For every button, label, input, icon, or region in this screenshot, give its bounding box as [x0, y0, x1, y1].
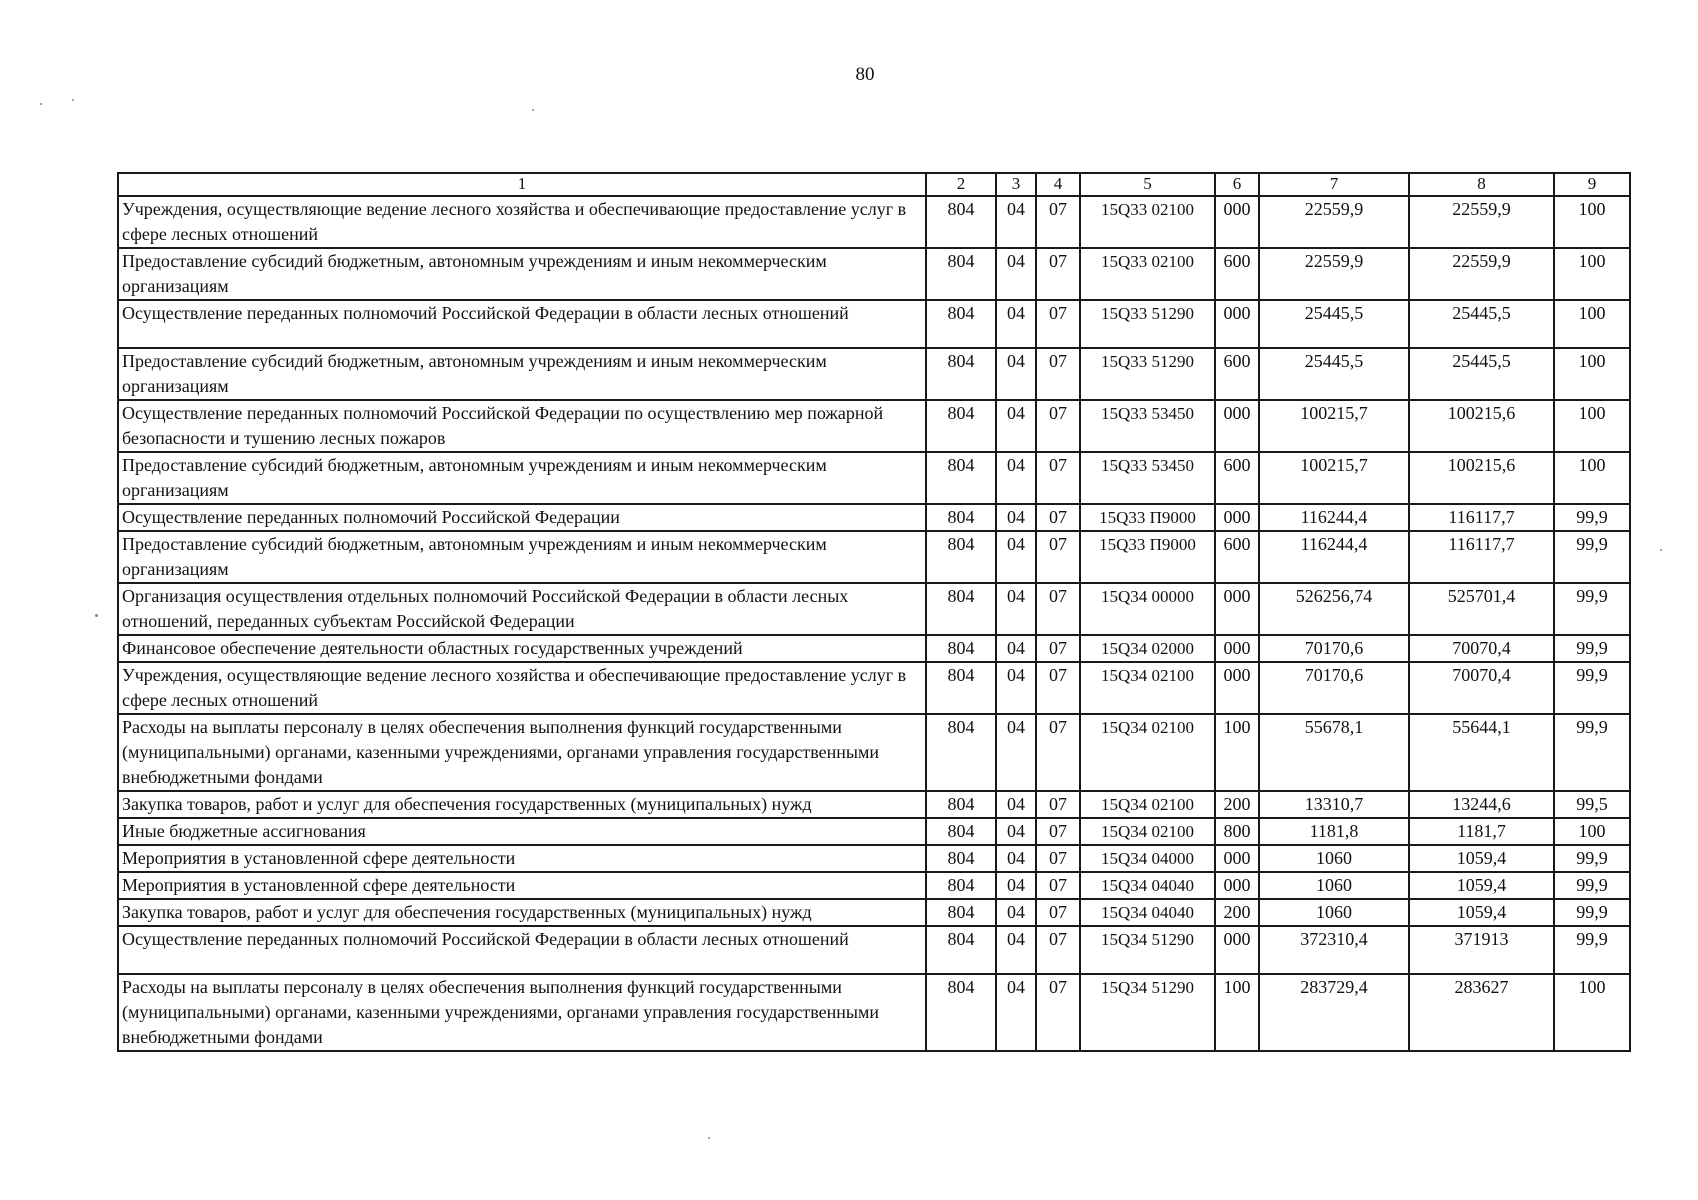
- expense-name-cell: Мероприятия в установленной сфере деятельности: [118, 872, 926, 899]
- percent-cell: 100: [1554, 974, 1630, 1051]
- column-header: 1: [118, 173, 926, 196]
- executed-amount-cell: 100215,6: [1409, 452, 1554, 504]
- section-code-cell: 04: [996, 818, 1036, 845]
- target-article-cell: 15Q34 51290: [1080, 926, 1215, 974]
- target-article-cell: 15Q34 51290: [1080, 974, 1215, 1051]
- expense-name-cell: Расходы на выплаты персоналу в целях обеспечения выполнения функций государственными (муниципальными) органами, казенными учреждениями, органами управления государственными внебюджетными фондами: [118, 714, 926, 791]
- percent-cell: 100: [1554, 348, 1630, 400]
- subsection-code-cell: 07: [1036, 845, 1080, 872]
- expense-name-cell: Учреждения, осуществляющие ведение лесного хозяйства и обеспечивающие предоставление услуг в сфере лесных отношений: [118, 196, 926, 248]
- scan-speck: [1660, 549, 1662, 551]
- table-row: [118, 635, 1630, 662]
- column-header: 3: [996, 173, 1036, 196]
- expense-name-cell: Закупка товаров, работ и услуг для обеспечения государственных (муниципальных) нужд: [118, 899, 926, 926]
- expense-type-cell: 000: [1215, 583, 1259, 635]
- expense-type-cell: 000: [1215, 504, 1259, 531]
- table-row: [118, 300, 1630, 348]
- scan-speck: [40, 103, 42, 105]
- executed-amount-cell: 55644,1: [1409, 714, 1554, 791]
- table-row: [118, 348, 1630, 400]
- expense-name-cell: Организация осуществления отдельных полномочий Российской Федерации в области лесных отношений, переданных субъектам Российской Федерации: [118, 583, 926, 635]
- percent-cell: 100: [1554, 248, 1630, 300]
- expense-name-cell: Предоставление субсидий бюджетным, автономным учреждениям и иным некоммерческим организациям: [118, 531, 926, 583]
- percent-cell: 99,9: [1554, 662, 1630, 714]
- target-article-cell: 15Q33 53450: [1080, 400, 1215, 452]
- ministry-code-cell: 804: [926, 635, 996, 662]
- expense-type-cell: 100: [1215, 714, 1259, 791]
- expense-name-cell: Предоставление субсидий бюджетным, автономным учреждениям и иным некоммерческим организациям: [118, 348, 926, 400]
- section-code-cell: 04: [996, 531, 1036, 583]
- table-row: [118, 845, 1630, 872]
- ministry-code-cell: 804: [926, 899, 996, 926]
- section-code-cell: 04: [996, 662, 1036, 714]
- target-article-cell: 15Q33 П9000: [1080, 504, 1215, 531]
- executed-amount-cell: 100215,6: [1409, 400, 1554, 452]
- column-header: 8: [1409, 173, 1554, 196]
- expense-type-cell: 200: [1215, 899, 1259, 926]
- expense-type-cell: 000: [1215, 196, 1259, 248]
- ministry-code-cell: 804: [926, 400, 996, 452]
- page-number: 80: [855, 64, 875, 85]
- subsection-code-cell: 07: [1036, 583, 1080, 635]
- executed-amount-cell: 1059,4: [1409, 899, 1554, 926]
- planned-amount-cell: 70170,6: [1259, 662, 1409, 714]
- planned-amount-cell: 283729,4: [1259, 974, 1409, 1051]
- subsection-code-cell: 07: [1036, 504, 1080, 531]
- percent-cell: 99,9: [1554, 872, 1630, 899]
- expense-name-cell: Осуществление переданных полномочий Российской Федерации: [118, 504, 926, 531]
- executed-amount-cell: 70070,4: [1409, 662, 1554, 714]
- ministry-code-cell: 804: [926, 845, 996, 872]
- target-article-cell: 15Q33 02100: [1080, 248, 1215, 300]
- executed-amount-cell: 1059,4: [1409, 872, 1554, 899]
- target-article-cell: 15Q33 51290: [1080, 300, 1215, 348]
- section-code-cell: 04: [996, 300, 1036, 348]
- table-row: [118, 452, 1630, 504]
- table-row: [118, 791, 1630, 818]
- target-article-cell: 15Q34 02100: [1080, 662, 1215, 714]
- percent-cell: 99,9: [1554, 926, 1630, 974]
- executed-amount-cell: 525701,4: [1409, 583, 1554, 635]
- column-header: 5: [1080, 173, 1215, 196]
- executed-amount-cell: 25445,5: [1409, 300, 1554, 348]
- column-header: 2: [926, 173, 996, 196]
- target-article-cell: 15Q33 53450: [1080, 452, 1215, 504]
- percent-cell: 99,9: [1554, 714, 1630, 791]
- section-code-cell: 04: [996, 926, 1036, 974]
- subsection-code-cell: 07: [1036, 635, 1080, 662]
- planned-amount-cell: 1060: [1259, 845, 1409, 872]
- expense-name-cell: Предоставление субсидий бюджетным, автономным учреждениям и иным некоммерческим организациям: [118, 452, 926, 504]
- section-code-cell: 04: [996, 872, 1036, 899]
- ministry-code-cell: 804: [926, 818, 996, 845]
- scan-speck: [532, 109, 534, 111]
- ministry-code-cell: 804: [926, 196, 996, 248]
- table-row: [118, 400, 1630, 452]
- table-row: [118, 196, 1630, 248]
- section-code-cell: 04: [996, 452, 1036, 504]
- planned-amount-cell: 372310,4: [1259, 926, 1409, 974]
- planned-amount-cell: 116244,4: [1259, 531, 1409, 583]
- planned-amount-cell: 116244,4: [1259, 504, 1409, 531]
- executed-amount-cell: 371913: [1409, 926, 1554, 974]
- planned-amount-cell: 100215,7: [1259, 452, 1409, 504]
- section-code-cell: 04: [996, 635, 1036, 662]
- expense-name-cell: Мероприятия в установленной сфере деятельности: [118, 845, 926, 872]
- ministry-code-cell: 804: [926, 452, 996, 504]
- ministry-code-cell: 804: [926, 504, 996, 531]
- percent-cell: 99,9: [1554, 845, 1630, 872]
- expense-name-cell: Осуществление переданных полномочий Российской Федерации в области лесных отношений: [118, 300, 926, 348]
- subsection-code-cell: 07: [1036, 872, 1080, 899]
- target-article-cell: 15Q33 51290: [1080, 348, 1215, 400]
- table-row: [118, 662, 1630, 714]
- expense-name-cell: Предоставление субсидий бюджетным, автономным учреждениям и иным некоммерческим организациям: [118, 248, 926, 300]
- table-row: [118, 872, 1630, 899]
- executed-amount-cell: 1059,4: [1409, 845, 1554, 872]
- executed-amount-cell: 70070,4: [1409, 635, 1554, 662]
- section-code-cell: 04: [996, 899, 1036, 926]
- percent-cell: 100: [1554, 818, 1630, 845]
- planned-amount-cell: 1060: [1259, 899, 1409, 926]
- percent-cell: 99,9: [1554, 635, 1630, 662]
- table-row: [118, 714, 1630, 791]
- executed-amount-cell: 25445,5: [1409, 348, 1554, 400]
- expense-type-cell: 000: [1215, 662, 1259, 714]
- subsection-code-cell: 07: [1036, 531, 1080, 583]
- expense-type-cell: 000: [1215, 635, 1259, 662]
- table-row: [118, 583, 1630, 635]
- section-code-cell: 04: [996, 845, 1036, 872]
- table-row: [118, 504, 1630, 531]
- target-article-cell: 15Q34 04040: [1080, 899, 1215, 926]
- table-row: [118, 248, 1630, 300]
- target-article-cell: 15Q34 02100: [1080, 791, 1215, 818]
- executed-amount-cell: 22559,9: [1409, 248, 1554, 300]
- executed-amount-cell: 22559,9: [1409, 196, 1554, 248]
- planned-amount-cell: 22559,9: [1259, 196, 1409, 248]
- expense-name-cell: Финансовое обеспечение деятельности областных государственных учреждений: [118, 635, 926, 662]
- subsection-code-cell: 07: [1036, 348, 1080, 400]
- planned-amount-cell: 55678,1: [1259, 714, 1409, 791]
- column-header: 7: [1259, 173, 1409, 196]
- planned-amount-cell: 70170,6: [1259, 635, 1409, 662]
- expense-name-cell: Иные бюджетные ассигнования: [118, 818, 926, 845]
- target-article-cell: 15Q34 02100: [1080, 818, 1215, 845]
- subsection-code-cell: 07: [1036, 899, 1080, 926]
- ministry-code-cell: 804: [926, 714, 996, 791]
- section-code-cell: 04: [996, 196, 1036, 248]
- subsection-code-cell: 07: [1036, 300, 1080, 348]
- subsection-code-cell: 07: [1036, 714, 1080, 791]
- executed-amount-cell: 116117,7: [1409, 504, 1554, 531]
- column-header: 6: [1215, 173, 1259, 196]
- scan-speck: [708, 1137, 710, 1139]
- table-row: [118, 818, 1630, 845]
- planned-amount-cell: 526256,74: [1259, 583, 1409, 635]
- planned-amount-cell: 25445,5: [1259, 300, 1409, 348]
- column-header: 4: [1036, 173, 1080, 196]
- ministry-code-cell: 804: [926, 872, 996, 899]
- subsection-code-cell: 07: [1036, 974, 1080, 1051]
- expense-name-cell: Закупка товаров, работ и услуг для обеспечения государственных (муниципальных) нужд: [118, 791, 926, 818]
- scan-speck: [95, 614, 98, 617]
- expense-type-cell: 600: [1215, 348, 1259, 400]
- expense-type-cell: 000: [1215, 872, 1259, 899]
- executed-amount-cell: 283627: [1409, 974, 1554, 1051]
- planned-amount-cell: 13310,7: [1259, 791, 1409, 818]
- planned-amount-cell: 22559,9: [1259, 248, 1409, 300]
- ministry-code-cell: 804: [926, 248, 996, 300]
- expense-type-cell: 000: [1215, 300, 1259, 348]
- planned-amount-cell: 1060: [1259, 872, 1409, 899]
- ministry-code-cell: 804: [926, 348, 996, 400]
- percent-cell: 100: [1554, 196, 1630, 248]
- percent-cell: 99,9: [1554, 899, 1630, 926]
- executed-amount-cell: 1181,7: [1409, 818, 1554, 845]
- ministry-code-cell: 804: [926, 791, 996, 818]
- expense-type-cell: 000: [1215, 400, 1259, 452]
- ministry-code-cell: 804: [926, 300, 996, 348]
- ministry-code-cell: 804: [926, 531, 996, 583]
- expense-type-cell: 000: [1215, 845, 1259, 872]
- expense-name-cell: Расходы на выплаты персоналу в целях обеспечения выполнения функций государственными (муниципальными) органами, казенными учреждениями, органами управления государственными внебюджетными фондами: [118, 974, 926, 1051]
- target-article-cell: 15Q34 04040: [1080, 872, 1215, 899]
- target-article-cell: 15Q34 02100: [1080, 714, 1215, 791]
- expense-name-cell: Учреждения, осуществляющие ведение лесного хозяйства и обеспечивающие предоставление услуг в сфере лесных отношений: [118, 662, 926, 714]
- percent-cell: 100: [1554, 452, 1630, 504]
- section-code-cell: 04: [996, 974, 1036, 1051]
- subsection-code-cell: 07: [1036, 926, 1080, 974]
- column-header: 9: [1554, 173, 1630, 196]
- table-row: [118, 926, 1630, 974]
- ministry-code-cell: 804: [926, 662, 996, 714]
- target-article-cell: 15Q34 00000: [1080, 583, 1215, 635]
- ministry-code-cell: 804: [926, 926, 996, 974]
- target-article-cell: 15Q34 04000: [1080, 845, 1215, 872]
- expense-type-cell: 100: [1215, 974, 1259, 1051]
- percent-cell: 99,5: [1554, 791, 1630, 818]
- percent-cell: 100: [1554, 300, 1630, 348]
- target-article-cell: 15Q33 02100: [1080, 196, 1215, 248]
- section-code-cell: 04: [996, 583, 1036, 635]
- section-code-cell: 04: [996, 248, 1036, 300]
- section-code-cell: 04: [996, 348, 1036, 400]
- section-code-cell: 04: [996, 400, 1036, 452]
- executed-amount-cell: 116117,7: [1409, 531, 1554, 583]
- section-code-cell: 04: [996, 504, 1036, 531]
- subsection-code-cell: 07: [1036, 452, 1080, 504]
- target-article-cell: 15Q34 02000: [1080, 635, 1215, 662]
- planned-amount-cell: 100215,7: [1259, 400, 1409, 452]
- expense-type-cell: 800: [1215, 818, 1259, 845]
- scan-speck: [72, 99, 74, 101]
- subsection-code-cell: 07: [1036, 248, 1080, 300]
- section-code-cell: 04: [996, 714, 1036, 791]
- executed-amount-cell: 13244,6: [1409, 791, 1554, 818]
- section-code-cell: 04: [996, 791, 1036, 818]
- table-header-row: [118, 173, 1630, 196]
- expense-type-cell: 600: [1215, 531, 1259, 583]
- subsection-code-cell: 07: [1036, 818, 1080, 845]
- expense-type-cell: 600: [1215, 248, 1259, 300]
- subsection-code-cell: 07: [1036, 791, 1080, 818]
- subsection-code-cell: 07: [1036, 400, 1080, 452]
- table-row: [118, 974, 1630, 1051]
- percent-cell: 99,9: [1554, 583, 1630, 635]
- table-row: [118, 899, 1630, 926]
- expense-name-cell: Осуществление переданных полномочий Российской Федерации в области лесных отношений: [118, 926, 926, 974]
- percent-cell: 99,9: [1554, 531, 1630, 583]
- percent-cell: 100: [1554, 400, 1630, 452]
- percent-cell: 99,9: [1554, 504, 1630, 531]
- ministry-code-cell: 804: [926, 974, 996, 1051]
- ministry-code-cell: 804: [926, 583, 996, 635]
- table-row: [118, 531, 1630, 583]
- expense-type-cell: 200: [1215, 791, 1259, 818]
- subsection-code-cell: 07: [1036, 196, 1080, 248]
- subsection-code-cell: 07: [1036, 662, 1080, 714]
- expense-type-cell: 000: [1215, 926, 1259, 974]
- expense-name-cell: Осуществление переданных полномочий Российской Федерации по осуществлению мер пожарной безопасности и тушению лесных пожаров: [118, 400, 926, 452]
- planned-amount-cell: 25445,5: [1259, 348, 1409, 400]
- planned-amount-cell: 1181,8: [1259, 818, 1409, 845]
- target-article-cell: 15Q33 П9000: [1080, 531, 1215, 583]
- budget-table: [117, 172, 1631, 1052]
- expense-type-cell: 600: [1215, 452, 1259, 504]
